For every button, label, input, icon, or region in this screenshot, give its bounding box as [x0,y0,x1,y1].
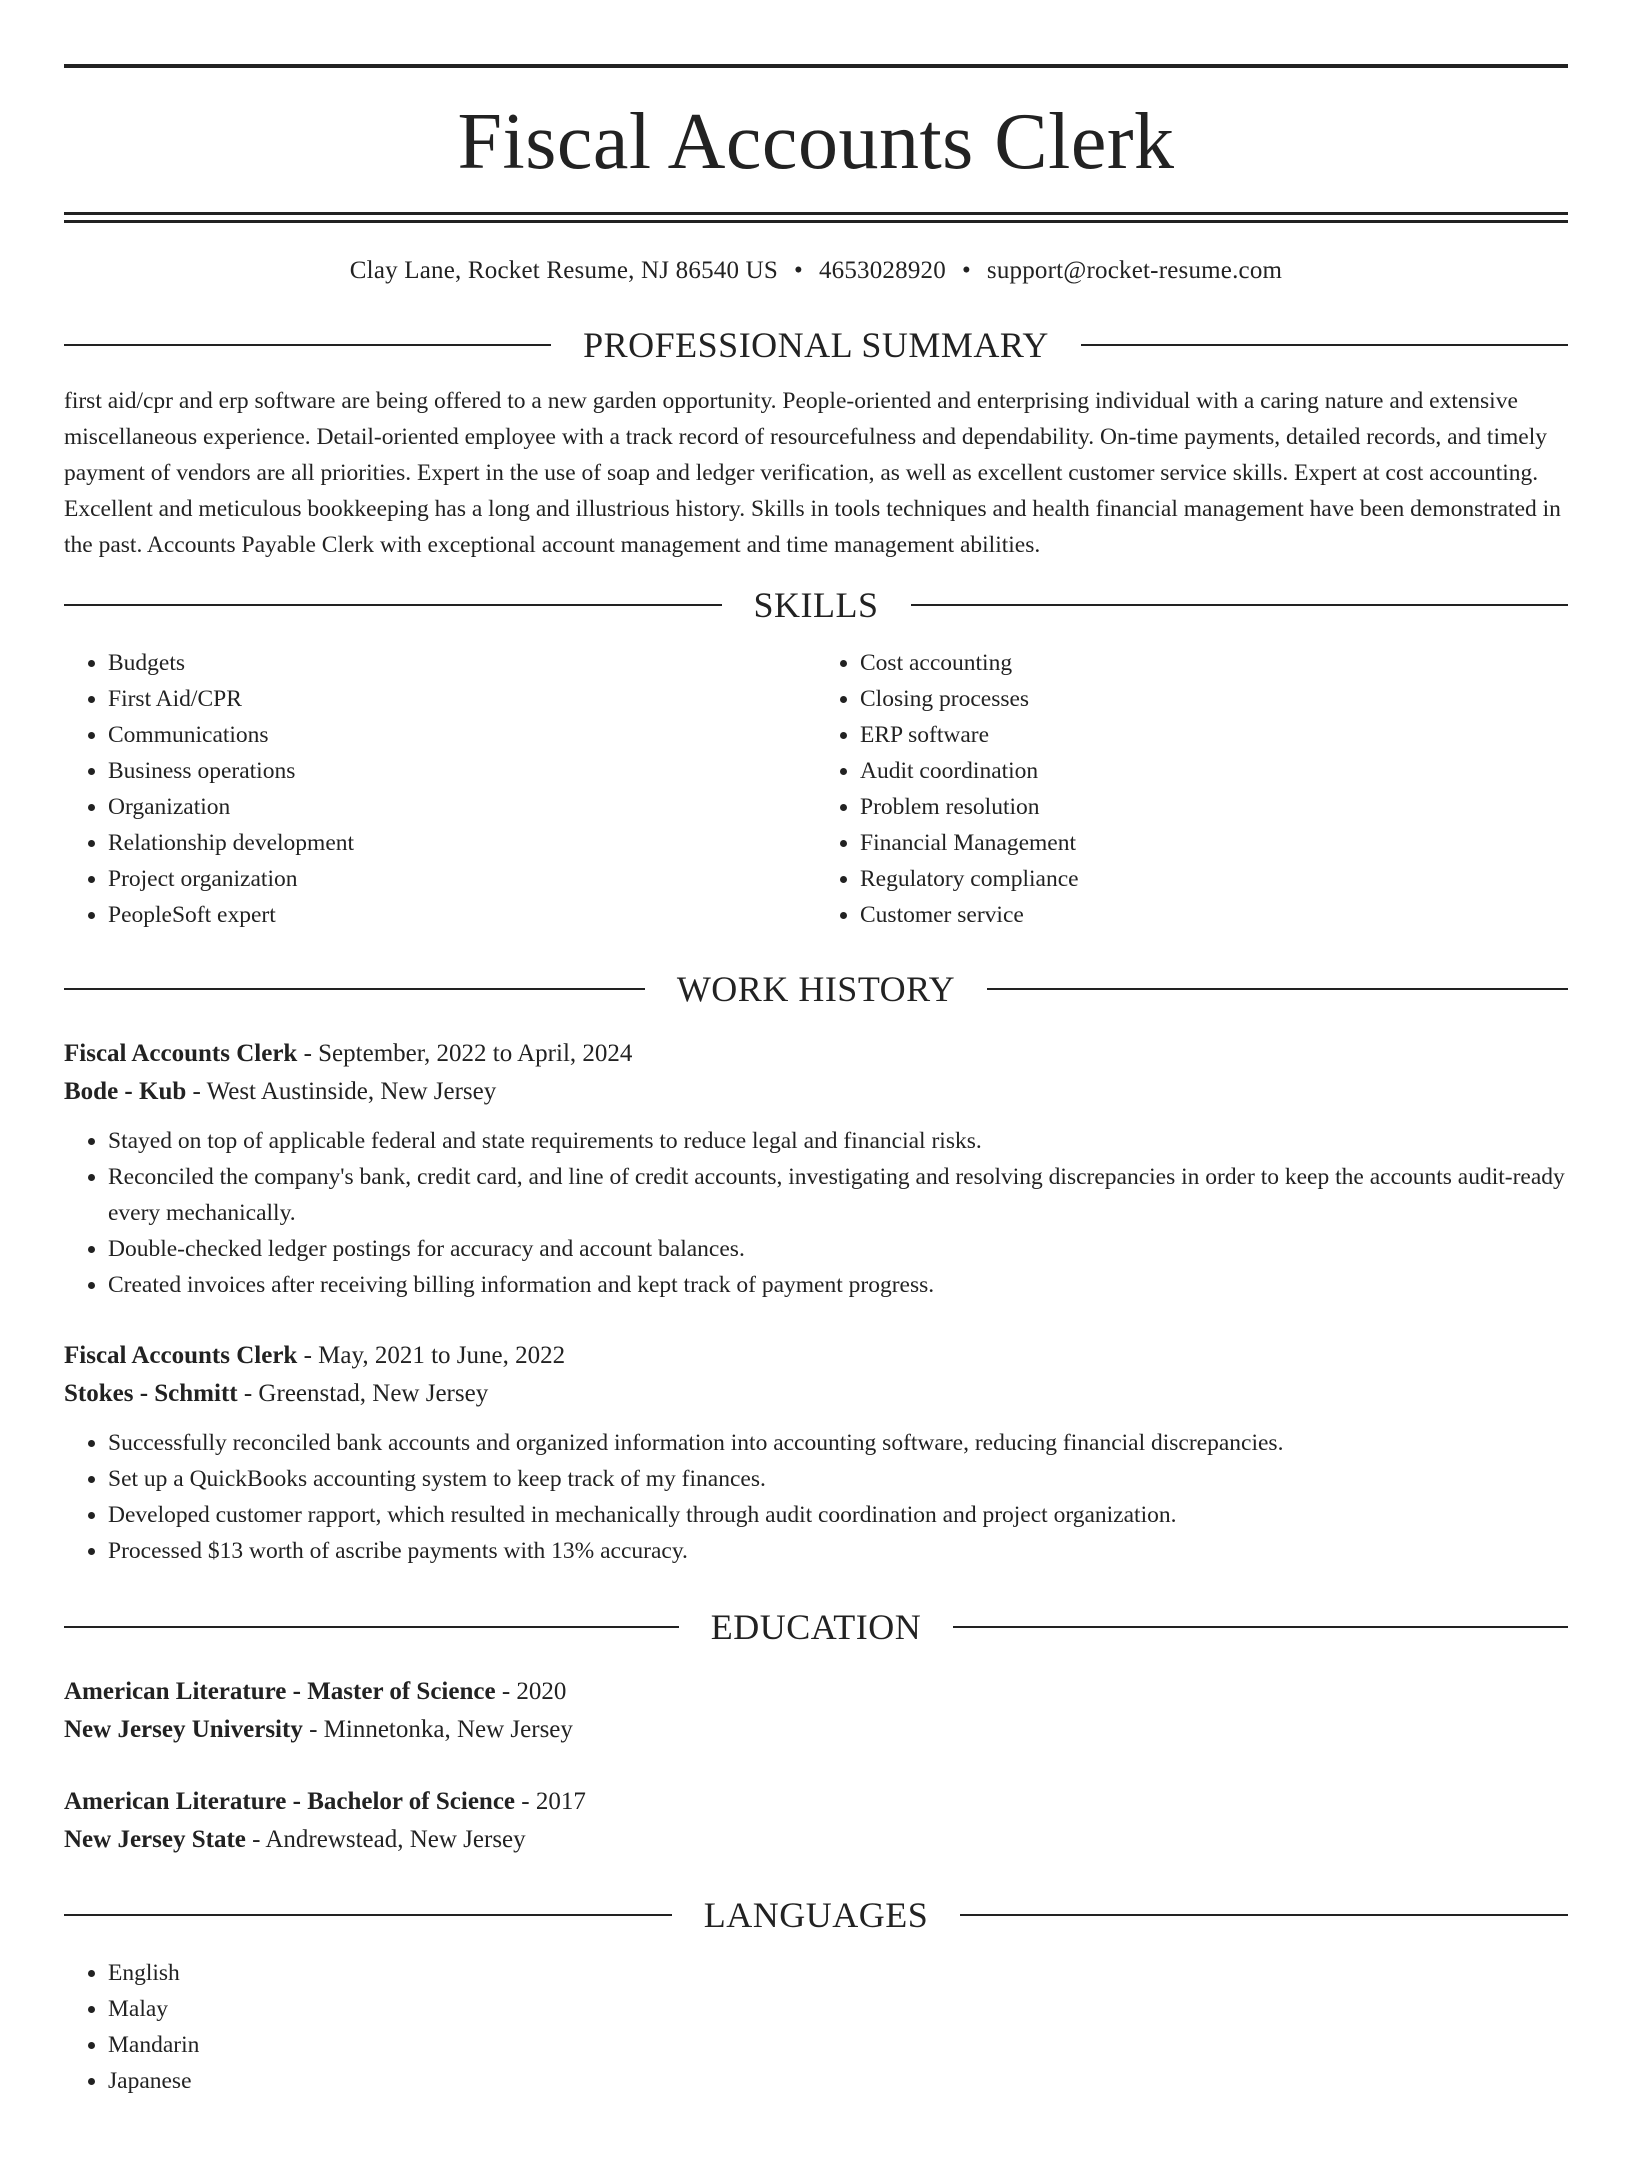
skills-list-right [816,645,1568,933]
job-company: Bode - Kub [64,1077,187,1105]
education-entry [64,1673,1568,1749]
skill-item: • Problem resolution [860,789,1568,825]
heading-rule [64,988,645,990]
contact-address: Clay Lane, Rocket Resume, NJ 86540 US [349,257,778,284]
job-bullet: • Created invoices after receiving billing information and kept track of payment progress. [108,1267,1568,1303]
contact-separator: • [793,257,803,284]
skill-item: • Cost accounting [860,645,1568,681]
heading-rule [1081,344,1568,346]
language-item: • Mandarin [108,2027,1568,2063]
skills-section-heading [64,584,1568,625]
job-bullet: • Set up a QuickBooks accounting system to keep track of my finances. [108,1461,1568,1497]
job-bullet: • Reconciled the company's bank, credit card, and line of credit accounts, investigating and resolving discrepancies in order to keep the accounts audit-ready every mechanically. [108,1159,1568,1231]
skill-item: • Budgets [108,645,816,681]
job-bullet: • Double-checked ledger postings for accuracy and account balances. [108,1231,1568,1267]
job-bullet: • Stayed on top of applicable federal and state requirements to reduce legal and financial risks. [108,1123,1568,1159]
degree-line [64,1673,1568,1711]
job-company-line [64,1375,1568,1413]
job-bullet: • Processed $13 worth of ascribe payments with 13% accuracy. [108,1533,1568,1569]
skill-item: • Financial Management [860,825,1568,861]
job-company-line [64,1073,1568,1111]
skills-list-left [64,645,816,933]
heading-rule [960,1914,1568,1916]
heading-rule [64,344,551,346]
job-title: Fiscal Accounts Clerk [64,1341,298,1369]
skill-item: • Communications [108,717,816,753]
skill-item: • Business operations [108,753,816,789]
degree-year: - 2017 [515,1787,586,1815]
heading-rule [953,1626,1568,1628]
job-location: - West Austinside, New Jersey [186,1077,497,1105]
degree: American Literature - Bachelor of Science [64,1787,516,1815]
skill-item: • ERP software [860,717,1568,753]
languages-section-heading [64,1894,1568,1935]
work-heading: WORK HISTORY [676,968,956,1009]
job-title-line [64,1035,1568,1073]
skill-item: • Audit coordination [860,753,1568,789]
school-line [64,1821,1568,1859]
contact-phone: 4653028920 [818,257,946,284]
school-line [64,1711,1568,1749]
resume-title: Fiscal Accounts Clerk [457,98,1175,186]
school-location: - Minnetonka, New Jersey [302,1715,573,1743]
top-rule [64,64,1568,68]
contact-email: support@rocket-resume.com [986,257,1283,284]
contact-line [64,257,1568,285]
skill-item: • Relationship development [108,825,816,861]
school: New Jersey State [64,1825,246,1853]
degree: American Literature - Master of Science [64,1677,496,1705]
summary-text: first aid/cpr and erp software are being offered to a new garden opportunity. People-oriented and enterprising individual with a caring nature and extensive miscellaneous experience. Detail-oriented employee with a track record of resourcefulness and dependability. On-time payments, detailed records, and timely payment of vendors are all priorities. Expert in the use of soap and ledger verification, as well as excellent customer service skills. Expert at cost accounting. Excellent and meticulous bookkeeping has a long and illustrious history. Skills in tools techniques and health financial management have been demonstrated in the past. Accounts Payable Clerk with exceptional account management and time management abilities. [64,388,1561,558]
summary-section-heading [64,327,1568,363]
skill-item: • PeopleSoft expert [108,897,816,933]
language-item: • English [108,1955,1568,1991]
job-entry [64,1337,1568,1569]
heading-rule [64,1626,679,1628]
job-company: Stokes - Schmitt [64,1379,238,1407]
skill-item: • Organization [108,789,816,825]
school: New Jersey University [64,1715,303,1743]
summary-heading: PROFESSIONAL SUMMARY [583,325,1049,365]
title-double-rule [64,212,1568,223]
job-entry [64,1035,1568,1303]
language-item: • Japanese [108,2063,1568,2099]
work-section-heading [64,968,1568,1009]
job-location: - Greenstad, New Jersey [237,1379,489,1407]
school-location: - Andrewstead, New Jersey [245,1825,526,1853]
education-heading: EDUCATION [710,1606,922,1647]
job-dates: - May, 2021 to June, 2022 [297,1341,566,1369]
contact-separator: • [961,257,971,284]
education-entry [64,1783,1568,1859]
heading-rule [987,988,1568,990]
skills-columns [64,645,1568,933]
job-bullet: • Developed customer rapport, which resulted in mechanically through audit coordination and project organization. [108,1497,1568,1533]
languages-heading: LANGUAGES [703,1894,929,1935]
skill-item: • First Aid/CPR [108,681,816,717]
resume-page [0,64,1632,2176]
job-title-line [64,1337,1568,1375]
languages-list [64,1955,1568,2099]
job-dates: - September, 2022 to April, 2024 [297,1039,633,1067]
language-item: • Malay [108,1991,1568,2027]
job-bullet: • Successfully reconciled bank accounts and organized information into accounting software, reducing financial discrepancies. [108,1425,1568,1461]
degree-year: - 2020 [495,1677,567,1705]
job-bullets [64,1123,1568,1303]
degree-line [64,1783,1568,1821]
skills-heading: SKILLS [753,584,879,625]
job-bullets [64,1425,1568,1569]
skill-item: • Customer service [860,897,1568,933]
heading-rule [911,604,1569,606]
heading-rule [64,1914,672,1916]
education-section-heading [64,1606,1568,1647]
job-title: Fiscal Accounts Clerk [64,1039,298,1067]
skill-item: • Regulatory compliance [860,861,1568,897]
skill-item: • Project organization [108,861,816,897]
skill-item: • Closing processes [860,681,1568,717]
heading-rule [64,604,722,606]
